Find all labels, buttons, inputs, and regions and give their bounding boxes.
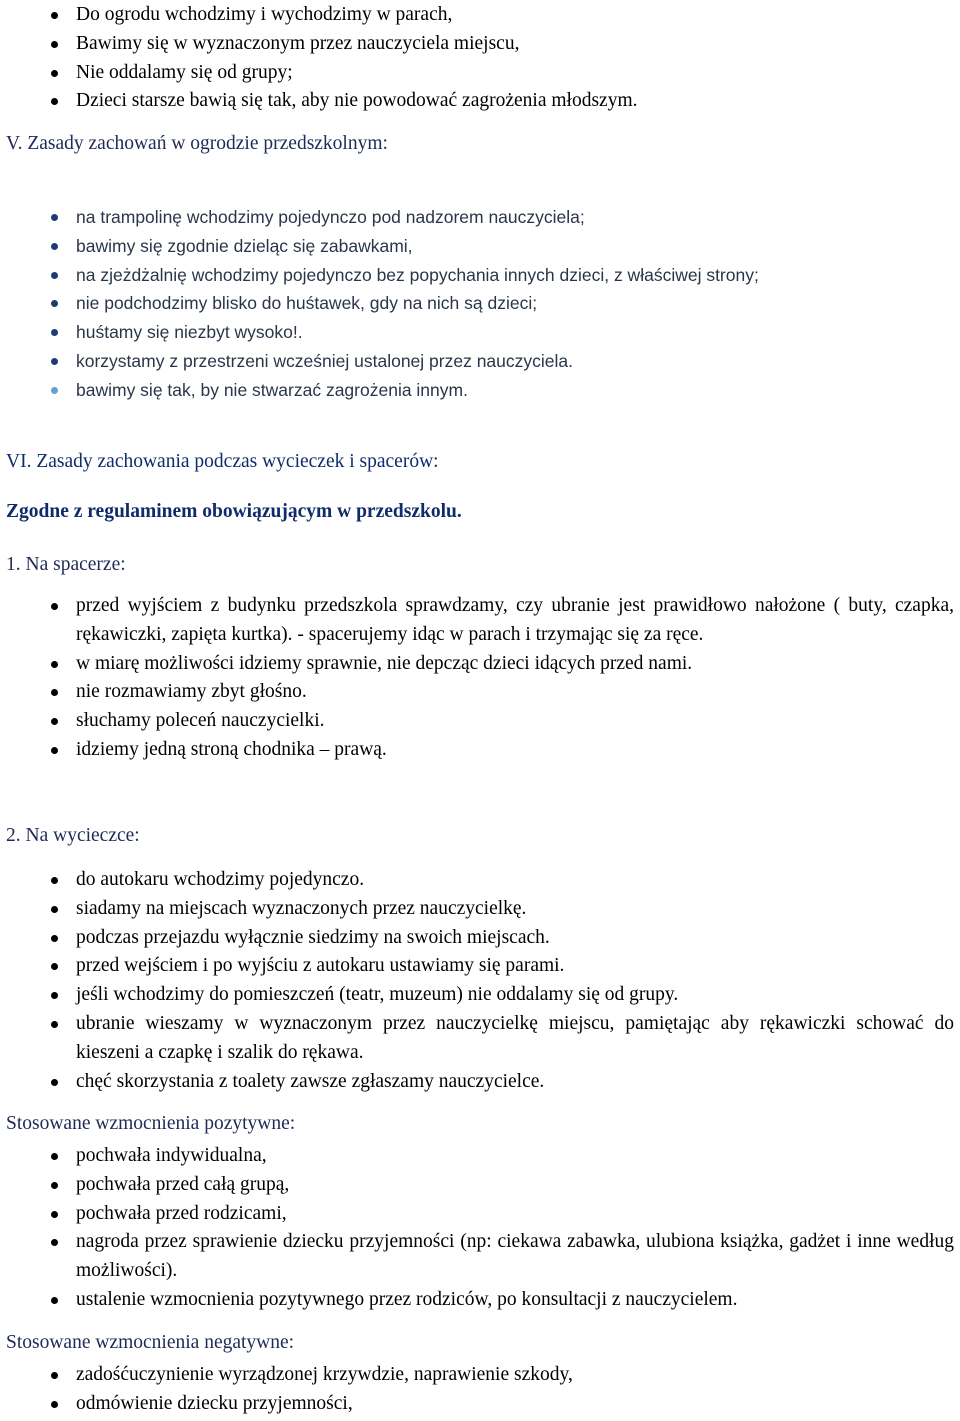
list-item: do autokaru wchodzimy pojedynczo. xyxy=(0,866,960,895)
bullet-icon xyxy=(51,603,58,610)
bullet-icon xyxy=(51,41,58,48)
list-item: Nie oddalamy się od grupy; xyxy=(0,59,960,88)
trip-heading: 2. Na wycieczce: xyxy=(6,825,140,846)
bullet-icon xyxy=(51,689,58,696)
bullet-icon xyxy=(51,992,58,999)
list-item: bawimy się zgodnie dzieląc się zabawkami, xyxy=(0,232,960,261)
list-item: jeśli wchodzimy do pomieszczeń (teatr, muzeum) nie oddalamy się od grupy. xyxy=(0,981,960,1010)
bullet-icon xyxy=(51,272,58,279)
bullet-icon xyxy=(51,963,58,970)
bullet-icon xyxy=(51,877,58,884)
list-item: nagroda przez sprawienie dziecku przyjemności (np: ciekawa zabawka, ulubiona książka, gadżet i inne według możliwości). xyxy=(0,1228,960,1286)
bullet-icon xyxy=(51,1372,58,1379)
list-item: na trampolinę wchodzimy pojedynczo pod nadzorem nauczyciela; xyxy=(0,203,960,232)
negative-reinforcement-list xyxy=(0,1361,960,1419)
bullet-icon xyxy=(51,1401,58,1408)
list-item: nie rozmawiamy zbyt głośno. xyxy=(0,678,960,707)
list-item: odmówienie dziecku przyjemności, xyxy=(0,1390,960,1419)
bullet-icon xyxy=(51,70,58,77)
list-item: siadamy na miejscach wyznaczonych przez nauczycielkę. xyxy=(0,895,960,924)
bullet-icon xyxy=(51,1297,58,1304)
list-item: Bawimy się w wyznaczonym przez nauczyciela miejscu, xyxy=(0,30,960,59)
list-item: ustalenie wzmocnienia pozytywnego przez rodziców, po konsultacji z nauczycielem. xyxy=(0,1286,960,1315)
list-item: Do ogrodu wchodzimy i wychodzimy w parach, xyxy=(0,1,960,30)
list-item: na zjeżdżalnię wchodzimy pojedynczo bez popychania innych dzieci, z właściwej strony; xyxy=(0,261,960,290)
bullet-icon xyxy=(51,243,58,250)
list-item: podczas przejazdu wyłącznie siedzimy na swoich miejscach. xyxy=(0,924,960,953)
list-item: w miarę możliwości idziemy sprawnie, nie depcząc dzieci idących przed nami. xyxy=(0,650,960,679)
walk-heading: 1. Na spacerze: xyxy=(6,554,126,575)
bullet-icon xyxy=(51,935,58,942)
bullet-icon xyxy=(51,1239,58,1246)
garden-entry-rules-list xyxy=(0,1,960,116)
list-item: korzystamy z przestrzeni wcześniej ustalonej przez nauczyciela. xyxy=(0,347,960,376)
bullet-icon xyxy=(51,358,58,365)
list-item: słuchamy poleceń nauczycielki. xyxy=(0,707,960,736)
bullet-icon xyxy=(51,214,58,221)
positive-reinforcement-heading: Stosowane wzmocnienia pozytywne: xyxy=(6,1113,296,1134)
trip-rules-list xyxy=(0,866,960,1096)
negative-reinforcement-heading: Stosowane wzmocnienia negatywne: xyxy=(6,1332,295,1353)
bullet-icon xyxy=(51,1211,58,1218)
bullet-icon xyxy=(51,12,58,19)
positive-reinforcement-list xyxy=(0,1142,960,1315)
list-item: bawimy się tak, by nie stwarzać zagrożenia innym. xyxy=(0,376,960,405)
section-vi-note: Zgodne z regulaminem obowiązującym w przedszkolu. xyxy=(6,501,462,522)
list-item: pochwała przed rodzicami, xyxy=(0,1200,960,1229)
bullet-icon xyxy=(51,1079,58,1086)
walk-rules-list xyxy=(0,592,960,765)
list-item: ubranie wieszamy w wyznaczonym przez nauczycielkę miejscu, pamiętając aby rękawiczki schować do kieszeni a czapkę i szalik do rękawa. xyxy=(0,1010,960,1068)
list-item: Dzieci starsze bawią się tak, aby nie powodować zagrożenia młodszym. xyxy=(0,87,960,116)
bullet-icon xyxy=(51,747,58,754)
list-item: huśtamy się niezbyt wysoko!. xyxy=(0,318,960,347)
list-item: przed wejściem i po wyjściu z autokaru ustawiamy się parami. xyxy=(0,952,960,981)
list-item: idziemy jedną stroną chodnika – prawą. xyxy=(0,736,960,765)
bullet-icon xyxy=(51,387,58,394)
bullet-icon xyxy=(51,1182,58,1189)
bullet-icon xyxy=(51,300,58,307)
bullet-icon xyxy=(51,329,58,336)
bullet-icon xyxy=(51,661,58,668)
section-vi-heading: VI. Zasady zachowania podczas wycieczek i spacerów: xyxy=(6,451,439,472)
list-item: nie podchodzimy blisko do huśtawek, gdy na nich są dzieci; xyxy=(0,289,960,318)
garden-behavior-rules-list xyxy=(0,203,960,405)
bullet-icon xyxy=(51,718,58,725)
list-item: zadośćuczynienie wyrządzonej krzywdzie, naprawienie szkody, xyxy=(0,1361,960,1390)
list-item: pochwała indywidualna, xyxy=(0,1142,960,1171)
bullet-icon xyxy=(51,1021,58,1028)
bullet-icon xyxy=(51,98,58,105)
section-v-heading: V. Zasady zachowań w ogrodzie przedszkolnym: xyxy=(6,133,388,154)
list-item: pochwała przed całą grupą, xyxy=(0,1171,960,1200)
list-item: chęć skorzystania z toalety zawsze zgłaszamy nauczycielce. xyxy=(0,1068,960,1097)
bullet-icon xyxy=(51,906,58,913)
bullet-icon xyxy=(51,1153,58,1160)
list-item: przed wyjściem z budynku przedszkola sprawdzamy, czy ubranie jest prawidłowo nałożone ( buty, czapka, rękawiczki, zapięta kurtka). - spacerujemy idąc w parach i trzymając się za ręce. xyxy=(0,592,960,650)
